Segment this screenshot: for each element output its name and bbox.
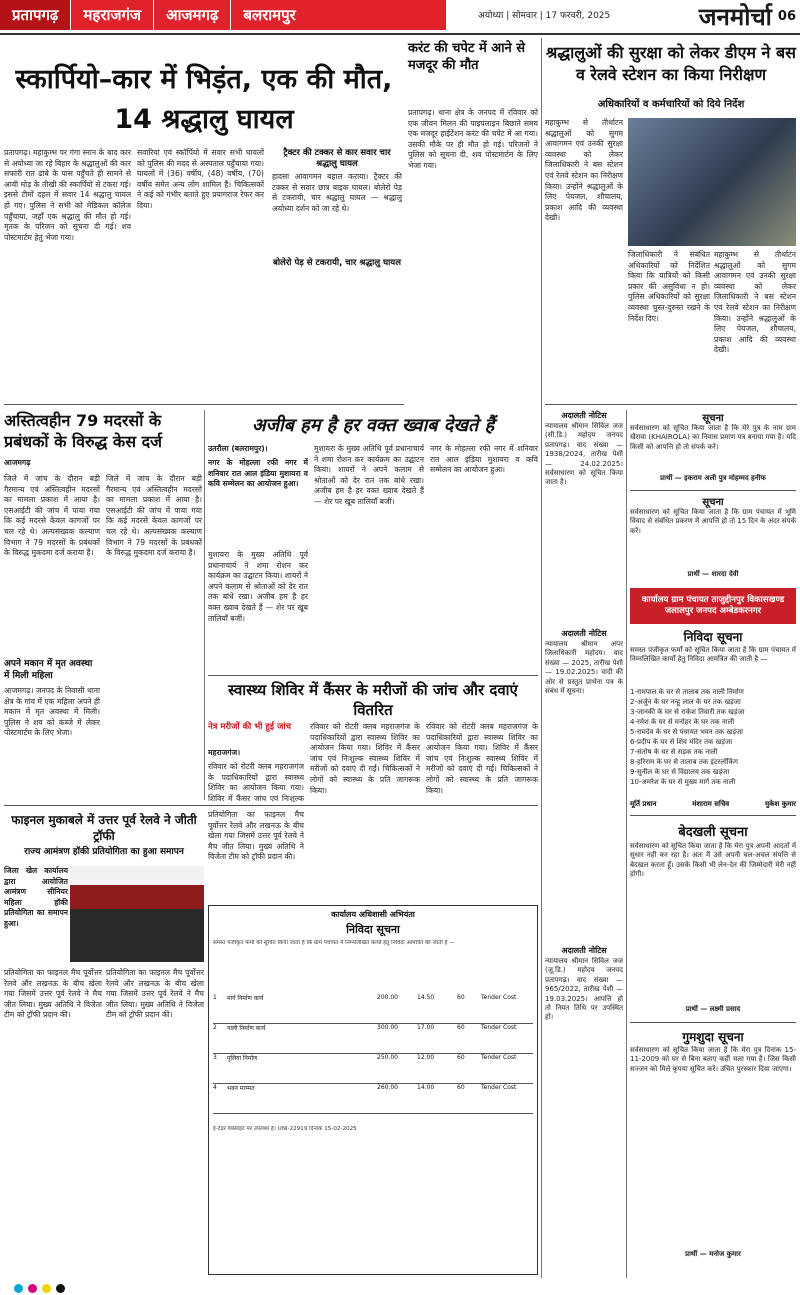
lead-col-2: सवारियां एवं स्कॉर्पियो में सवार सभी घायलों को पुलिस की मदद से अस्पताल पहुँचाया गया। घायलों में (36) वर्षीय, (48) वर्षीय, (70) वर्षीय समेत अन्य लोग शामिल हैं। चिकित्सकों ने कई को गंभीर बताते हुए प्रयागराज रेफर कर दिया।	[137, 148, 264, 210]
railway-sub: राज्य आमंत्रण हॉकी प्रतियोगिता का हुआ समापन	[24, 847, 184, 857]
signature-pradhan: मूर्ति प्रधान	[630, 800, 657, 808]
karyalay-text: समस्त पंजीकृत फर्मों को सूचित किया जाता है कि ग्राम पंचायत में निम्नलिखित कार्यों हेतु निविदा आमंत्रित की जाती है —	[630, 646, 796, 664]
cyan-dot-icon	[14, 1284, 23, 1293]
bedakhli-title: बेदखली सूचना	[678, 825, 748, 840]
divider	[630, 1022, 796, 1023]
lead-sub-1: ट्रैक्टर की टक्कर से कार सवार चार श्रद्धालु घायल	[283, 148, 391, 169]
adalat-text-2: न्यायालय श्रीमान अपर जिलाधिकारी महोदय। वाद संख्या — 2025, तारीख पेशी — 19.02.2025। वादी की ओर से प्रस्तुत प्रार्थना पत्र के संबंध में सूचना।	[545, 640, 623, 696]
tender-title: निविदा सूचना	[346, 923, 400, 936]
list-item: 2-अर्जुन के घर नन्हू लाल के घर तक खड़ंजा	[630, 698, 741, 706]
madrasa-text: जिले में जांच के दौरान बड़ी गैरमान्य एवं अस्तित्वहीन मदरसों का मामला प्रकाश में आया है। एसआईटी की जांच में पाया गया कि कई मदरसे केवल कागजों पर चल रहे थे। अल्पसंख्यक कल्याण विभाग ने 79 मदरसों के प्रबंधकों के विरुद्ध मुकदमा दर्ज कराया है।	[4, 474, 100, 558]
column-rule	[541, 38, 542, 1278]
shraddhalu-sub: अधिकारियों व कर्मचारियों को दिये निर्देश	[597, 99, 745, 110]
karyalay-title: कार्यालय ग्राम पंचायत ताजुद्दीनपुर विकासखण्ड जलालपुर जनपद अम्बेडकरनगर	[630, 588, 796, 624]
swasthya-text: रविवार को रोटरी क्लब महराजगंज के पदाधिकारियों द्वारा स्वास्थ्य शिविर का आयोजन किया गया। शिविर में कैंसर जांच एवं निःशुल्क	[208, 762, 304, 802]
swasthya-text-3: रविवार को रोटरी क्लब महराजगंज के पदाधिकारियों द्वारा स्वास्थ्य शिविर का आयोजन किया गया। शिविर में कैंसर जांच एवं निःशुल्क स्वास्थ्य शिविर में मरीजों को दवाएं दी गईं। चिकित्सकों ने लोगों को स्वास्थ्य के प्रति जागरूक किया।	[426, 722, 538, 795]
divider	[4, 404, 404, 405]
adalat-title-1: अदालती नोटिस	[561, 411, 607, 420]
karyalay-list	[630, 688, 796, 788]
suchna-1-sign: प्रार्थी — इकराम अली पुत्र मोहम्मद हनीफ	[660, 474, 766, 482]
hockey-team-photo	[70, 866, 204, 962]
swasthya-badge: नेत्र मरीजों की भी हुई जांच	[208, 722, 291, 732]
print-registration-marks	[0, 1282, 800, 1295]
adalat-title-3: अदालती नोटिस	[561, 946, 607, 955]
madrasa-headline: अस्तित्वहीन 79 मदरसों के प्रबंधकों के विरुद्ध केस दर्ज	[4, 411, 162, 451]
list-item: 9-सुनील के घर से विद्यालय तक खड़ंजा	[630, 768, 730, 776]
dateline: अयोध्या | सोमवार | 17 फरवरी, 2025	[478, 11, 611, 21]
suchna-1-text: सर्वसाधारण को सूचित किया जाता है कि मेरे पुत्र के नाम ग्राम खैरावा (KHAIROLA) का निवास प्रमाण पत्र बनाया गया है। यदि किसी को आपत्ति हो तो संपर्क करें।	[630, 424, 796, 451]
madrasa-text-2: आजमगढ़। जनपद के निवासी थाना क्षेत्र के गांव में एक महिला अपने ही मकान में मृत अवस्था में मिली। पुलिस ने शव को कब्जे में लेकर पोस्टमार्टम के लिए भेजा।	[4, 686, 100, 738]
karyalay-signatures	[630, 800, 796, 809]
tender-intro: समस्त पंजीकृत फर्मों को सूचित किया जाता है कि ग्राम पंचायत में निम्नलिखित कार्यों हेतु निविदा आमंत्रित की जाती है —	[213, 940, 455, 946]
signature-kumar: मुकेश कुमार	[765, 800, 796, 808]
city-tab-pratapgarh: प्रतापगढ़	[0, 0, 71, 30]
suchna-1-title: सूचना	[702, 413, 724, 424]
list-item: 5-रामदेव के घर से पंचायत भवन तक खड़ंजा	[630, 728, 743, 736]
tender-row: 1 मार्ग निर्माण कार्य 200.00 14.50 60 Tender Cost	[213, 994, 533, 1024]
city-bar	[0, 0, 446, 30]
tender-row: 2 नाली निर्माण कार्य 300.00 17.00 60 Tender Cost	[213, 1024, 533, 1054]
column-rule	[204, 410, 205, 800]
railway-text-3: प्रतियोगिता का फाइनल मैच पूर्वोत्तर रेलवे और लखनऊ के बीच खेला गया जिसमें उत्तर पूर्व रेलवे ने मैच जीत लिया। मुख्य अतिथि ने विजेता टीम को ट्रॉफी प्रदान की।	[208, 810, 304, 862]
dm-inspection-photo	[628, 118, 796, 246]
tender-footer: ई-टेंडर वेबसाइट पर उपलब्ध है। UNI-22919 दिनांक 15-02-2025	[213, 1126, 357, 1132]
tender-row: 4 भवन मरम्मत 260.00 14.00 60 Tender Cost	[213, 1084, 533, 1114]
black-dot-icon	[56, 1284, 65, 1293]
tender-notice	[208, 905, 538, 1275]
karant-text: प्रतापगढ़। थाना क्षेत्र के जनपद में रविवार को एक जीवन मिलन की पाइपलाइन बिछाते समय एक मजदूर हाईटेंशन करंट की चपेट में आ गया। उसकी मौके पर ही मौत हो गई। परिजनों ने पुलिस को सूचना दी, शव पोस्टमार्टम के लिए भेजा गया।	[408, 108, 538, 170]
city-tab-maharajganj: महराजगंज	[71, 0, 154, 30]
masthead	[648, 0, 800, 32]
shraddhalu-text-2: जिलाधिकारी ने संबंधित अधिकारियों को निर्देशित किया कि यात्रियों को किसी प्रकार की असुविधा न हो। पुलिस अधिकारियों को सुरक्षा व्यवस्था चुस्त-दुरुस्त रखने के निर्देश दिए।	[628, 250, 710, 323]
railway-side: जिला खेल कार्यालय द्वारा आयोजित आमंत्रण सीनियर महिला हॉकी प्रतियोगिता का समापन हुआ।	[4, 866, 68, 928]
lead-headline: स्कार्पियो–कार में भिड़ंत, एक की मौत, 14 श्रद्धालु घायल	[15, 64, 393, 135]
header-rule	[0, 33, 800, 35]
list-item: 3-जानकी के घर से राकेश तिवारी तक खड़ंजा	[630, 708, 745, 716]
list-item: 6-प्रदीप के घर से शिव मंदिर तक खड़ंजा	[630, 738, 733, 746]
railway-headline: फाइनल मुकाबले में उत्तर पूर्व रेलवे ने जीती ट्रॉफी	[11, 813, 197, 843]
ajeeb-dateline: उतरौला (बलरामपुर)।	[208, 444, 268, 453]
list-item: 10-अमरेश के घर से मुख्य मार्ग तक नाली	[630, 778, 736, 786]
divider	[208, 675, 538, 676]
shraddhalu-text-3: महाकुम्भ से तीर्थाटन श्रद्धालुओं को सुगम आवागमन एवं उनकी सुरक्षा व्यवस्था को लेकर जिलाधिकारी ने बस स्टेशन एवं रेलवे स्टेशन का निरीक्षण किया। उन्होंने श्रद्धालुओं के लिए पेयजल, शौचालय, प्रकाश आदि की व्यवस्था देखी।	[714, 250, 796, 355]
lead-sub-2: बोलेरो पेड़ से टकरायी, चार श्रद्धालु घायल	[273, 258, 401, 268]
suchna-2-title: सूचना	[702, 497, 724, 508]
lead-col-3: हादसा आवागमन बहाल कराया। ट्रैक्टर की टक्कर से सवार छात्र बाइक घायल। बोलेरो पेड़ से टकरायी, चार श्रद्धालु घायल — श्रद्धालु अयोध्या दर्शन को जा रहे थे।	[272, 172, 402, 213]
bedakhli-sign: प्रार्थी — लक्ष्मी प्रसाद	[685, 1005, 741, 1013]
suchna-2-text: सर्वसाधारण को सूचित किया जाता है कि ग्राम पंचायत में भूमि विवाद से संबंधित प्रकरण में आपत्ति हो तो 15 दिन के अंदर संपर्क करें।	[630, 508, 796, 535]
railway-text-2: प्रतियोगिता का फाइनल मैच पूर्वोत्तर रेलवे और लखनऊ के बीच खेला गया जिसमें उत्तर पूर्व रेलवे ने मैच जीत लिया। मुख्य अतिथि ने विजेता टीम को ट्रॉफी प्रदान की।	[106, 968, 204, 1020]
divider	[630, 490, 796, 491]
madrasa-sub: अपने मकान में मृत अवस्था में मिली महिला	[4, 659, 93, 681]
divider	[545, 404, 797, 405]
bedakhli-text: सर्वसाधारण को सूचित किया जाता है कि मेरा पुत्र अपनी आदतों में सुधार नहीं कर रहा है। अतः मैं उसे अपनी चल-अचल संपत्ति से बेदखल करता हूँ। उसके किसी भी लेन-देन की जिम्मेदारी मेरी नहीं होगी।	[630, 842, 796, 879]
city-tab-azamgarh: आजमगढ़	[154, 0, 231, 30]
ajeeb-text: मुशायरा के मुख्य अतिथि पूर्व प्रधानाचार्य ने शमा रोशन कर कार्यक्रम का उद्घाटन किया। शायरों ने अपने कलाम से श्रोताओं को देर रात तक बांधे रखा। अजीब हम है हर वक्त ख्वाब देखते हैं — शेर पर खूब तालियाँ बजीं।	[208, 550, 308, 623]
yellow-dot-icon	[42, 1284, 51, 1293]
column-rule	[626, 410, 627, 1278]
ajeeb-text-3: नगर के मोहल्ला रफी नगर में शनिवार रात आल इंडिया मुशायरा व कवि सम्मेलन का आयोजन हुआ।	[430, 444, 538, 475]
page-number: 06	[777, 8, 796, 24]
lead-col-1: प्रतापगढ़। महाकुम्भ पर गंगा स्नान के बाद कार से अयोध्या जा रहे बिहार के श्रद्धालुओं की कार सफारी रात ढाबे के पास पहुँचते ही सामने से आयी मोड़ के तीखी की स्कार्पियो से टकरा गई। इससे टीमों दहल में सवार 14 श्रद्धालु घायल हो गए। पुलिस ने सभी को मेडिकल कॉलेज पहुँचाया, जहाँ एक श्रद्धालु की मौत हो गई। मृतक के परिजन को सूचना दी गई। शव पोस्टमार्टम हेतु भेजा गया।	[4, 148, 131, 242]
magenta-dot-icon	[28, 1284, 37, 1293]
karyalay-subtitle: निविदा सूचना	[683, 630, 743, 644]
madrasa-dateline: आजमगढ़	[4, 458, 31, 467]
tender-table	[213, 994, 533, 1114]
madrasa-text-b: जिले में जांच के दौरान बड़ी गैरमान्य एवं अस्तित्वहीन मदरसों का मामला प्रकाश में आया है। एसआईटी की जांच में पाया गया कि कई मदरसे केवल कागजों पर चल रहे थे। अल्पसंख्यक कल्याण विभाग ने 79 मदरसों के प्रबंधकों के विरुद्ध मुकदमा दर्ज कराया है।	[106, 474, 202, 558]
divider	[630, 815, 796, 816]
swasthya-text-2: रविवार को रोटरी क्लब महराजगंज के पदाधिकारियों द्वारा स्वास्थ्य शिविर का आयोजन किया गया। शिविर में कैंसर जांच एवं निःशुल्क स्वास्थ्य शिविर में मरीजों को दवाएं दी गईं। चिकित्सकों ने लोगों को स्वास्थ्य के प्रति जागरूक किया।	[310, 722, 420, 795]
swasthya-headline: स्वास्थ्य शिविर में कैंसर के मरीजों की जांच और दवाएं वितरित	[228, 681, 518, 719]
divider	[4, 805, 538, 806]
swasthya-dateline: महराजगंज।	[208, 748, 241, 757]
adalat-title-2: अदालती नोटिस	[561, 629, 607, 638]
city-tab-balrampur: बलरामपुर	[243, 6, 296, 24]
gumshuda-text: सर्वसाधारण को सूचित किया जाता है कि मेरा पुत्र दिनांक 15-11-2009 को घर से बिना बताए कहीं चला गया है। जिस किसी सज्जन को मिले कृपया सूचित करें। उचित पुरस्कार दिया जाएगा।	[630, 1046, 796, 1073]
ajeeb-headline: अजीब हम है हर वक्त ख्वाब देखते हैं	[251, 415, 495, 436]
adalat-text-3: न्यायालय श्रीमान सिविल जज (जू.डि.) महोदय जनपद प्रतापगढ़। वाद संख्या — 965/2022, तारीख पेशी — 19.03.2025। आपत्ति हो तो नियत तिथि पर उपस्थित हों।	[545, 957, 623, 1022]
karant-headline: करंट की चपेट में आने से मजदूर की मौत	[408, 41, 526, 73]
signature-sachiv: मंशाराम सचिव	[692, 800, 730, 808]
list-item: 7-संतोष के घर से सड़क तक नाली	[630, 748, 718, 756]
railway-text: प्रतियोगिता का फाइनल मैच पूर्वोत्तर रेलवे और लखनऊ के बीच खेला गया जिसमें उत्तर पूर्व रेलवे ने मैच जीत लिया। मुख्य अतिथि ने विजेता टीम को ट्रॉफी प्रदान की।	[4, 968, 102, 1020]
tender-org: कार्यालय अधिशासी अभियंता	[331, 910, 415, 919]
tender-row: 3 पुलिया निर्माण 250.00 12.00 60 Tender Cost	[213, 1054, 533, 1084]
shraddhalu-text-1: महाकुम्भ से तीर्थाटन श्रद्धालुओं को सुगम आवागमन एवं उनकी सुरक्षा व्यवस्था को लेकर जिलाधिकारी ने बस स्टेशन एवं रेलवे स्टेशन का निरीक्षण किया। उन्होंने श्रद्धालुओं के लिए पेयजल, शौचालय, प्रकाश आदि की व्यवस्था देखी।	[545, 118, 623, 223]
list-item: 8-हरिराम के घर से तालाब तक इंटरलॉकिंग	[630, 758, 738, 766]
shraddhalu-headline: श्रद्धालुओं की सुरक्षा को लेकर डीएम ने बस व रेलवे स्टेशन का किया निरीक्षण	[546, 43, 796, 84]
list-item: 4-रमेश के घर से मनोहर के घर तक नाली	[630, 718, 735, 726]
list-item: 1-रामपाल के घर से तालाब तक नाली निर्माण	[630, 688, 744, 696]
masthead-title: जनमोर्चा	[698, 1, 772, 31]
suchna-2-sign: प्रार्थी — शारदा देवी	[687, 570, 739, 578]
gumshuda-title: गुमशुदा सूचना	[682, 1030, 744, 1044]
gumshuda-sign: प्रार्थी — मनोज कुमार	[685, 1250, 741, 1258]
adalat-text-1: न्यायालय श्रीमान सिविल जज (सी.डि.) महोदय जनपद प्रतापगढ़। वाद संख्या — 1938/2024, तारीख पेशी — 24.02.2025। सर्वसाधारण को सूचित किया जाता है।	[545, 422, 623, 487]
ajeeb-text-2: मुशायरा के मुख्य अतिथि पूर्व प्रधानाचार्य ने शमा रोशन कर कार्यक्रम का उद्घाटन किया। शायरों ने अपने कलाम से श्रोताओं को देर रात तक बांधे रखा। अजीब हम है हर वक्त ख्वाब देखते हैं — शेर पर खूब तालियाँ बजीं।	[314, 444, 424, 506]
ajeeb-subhead: नगर के मोहल्ला रफी नगर में शनिवार रात आल इंडिया मुशायरा व कवि सम्मेलन का आयोजन हुआ।	[208, 458, 308, 489]
